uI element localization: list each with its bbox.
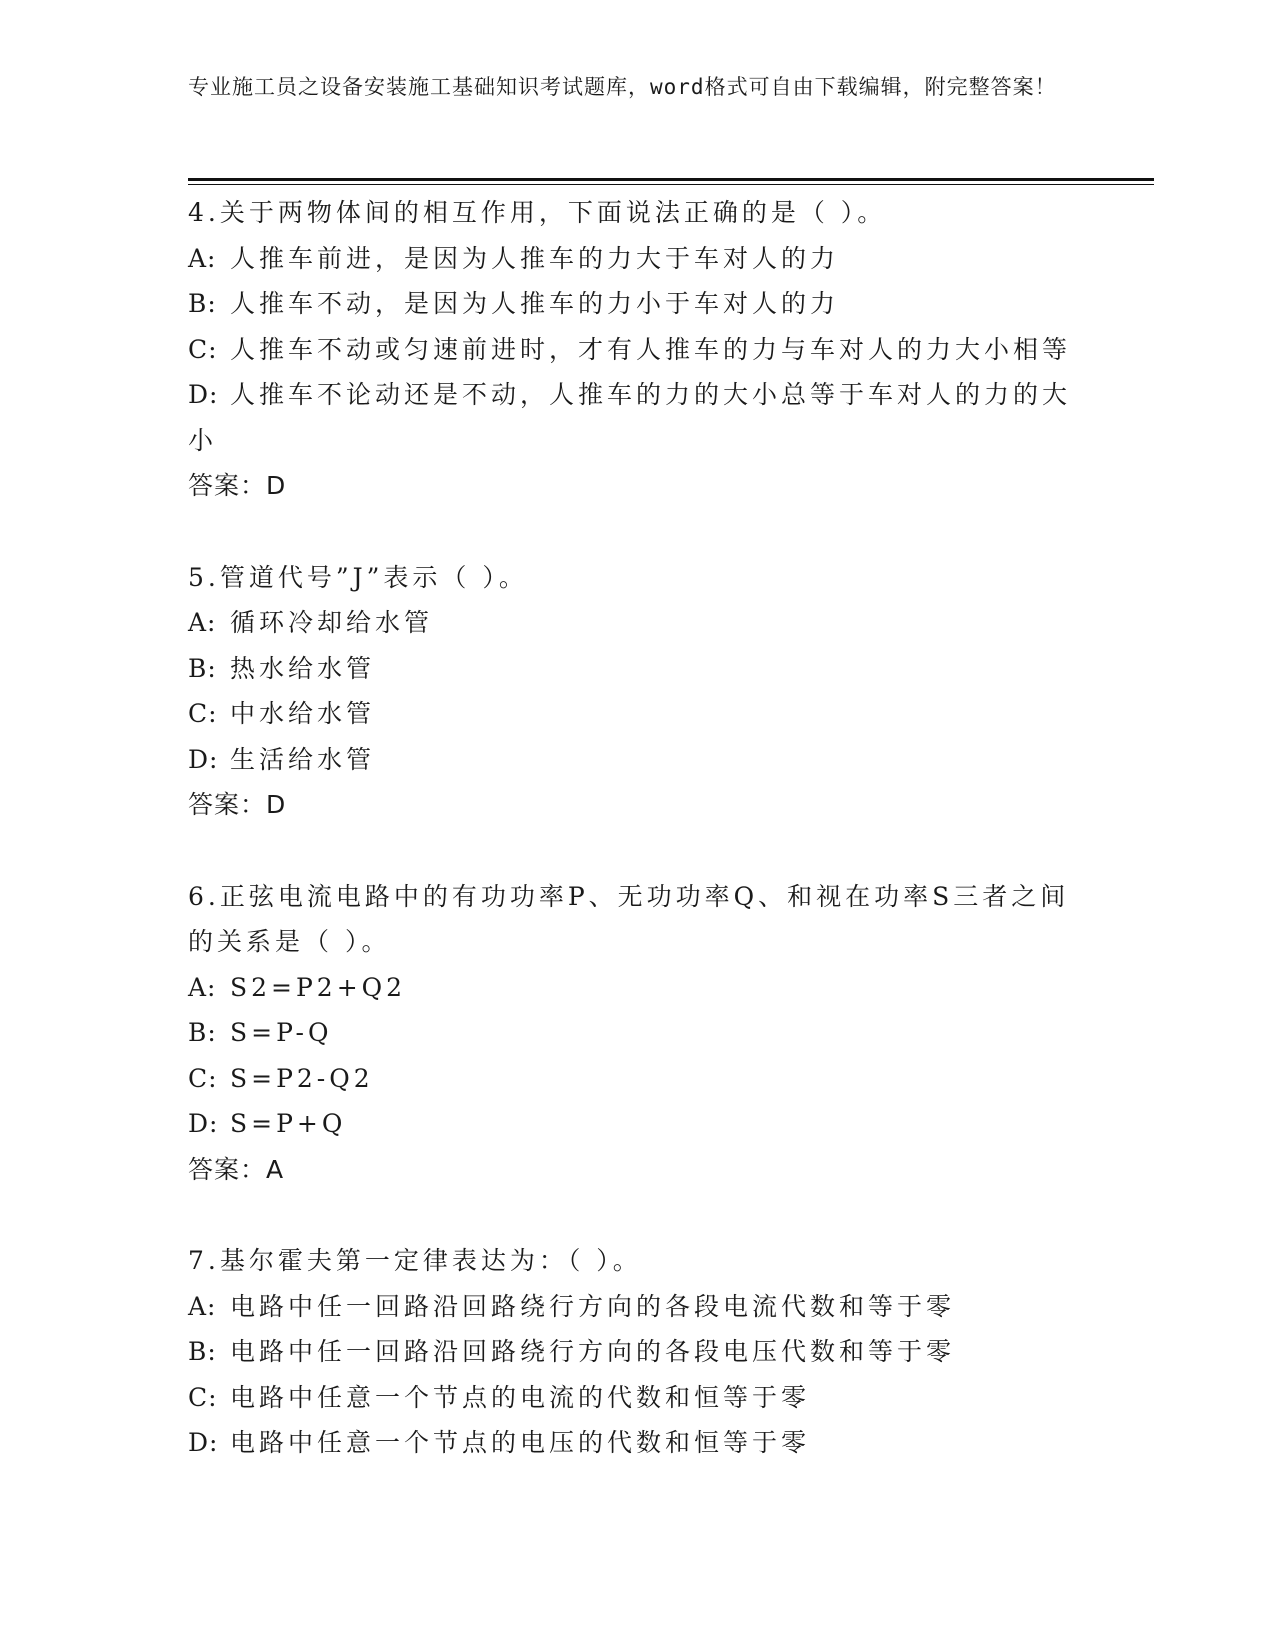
question-spacer <box>188 1192 1088 1238</box>
question-stem: 5.管道代号”J”表示（ ）。 <box>188 562 528 592</box>
option-key: A: <box>188 1291 217 1321</box>
option-d <box>188 1101 1088 1147</box>
option-key: D: <box>188 744 219 774</box>
document-header: 专业施工员之设备安装施工基础知识考试题库，word格式可自由下载编辑，附完整答案！ <box>188 75 1057 99</box>
option-c <box>188 691 1088 737</box>
option-key: B: <box>188 1018 217 1047</box>
option-c <box>188 1375 1088 1421</box>
header-rule-thin <box>188 184 1154 185</box>
option-b <box>188 281 1088 327</box>
option-d <box>188 1420 1088 1466</box>
option-key: C: <box>188 1063 218 1093</box>
option-key: D: <box>188 1428 219 1457</box>
option-key: C: <box>188 699 218 728</box>
option-a <box>188 600 1088 646</box>
option-d <box>188 737 1088 783</box>
option-text: S=P+Q <box>230 1109 347 1138</box>
option-a <box>188 1284 1088 1330</box>
option-b <box>188 1329 1088 1375</box>
option-key: D: <box>188 1109 219 1138</box>
option-text: 热水给水管 <box>230 653 376 683</box>
question-spacer <box>188 828 1088 874</box>
option-text: 人推车不论动还是不动，人推车的力的大小总等于车对人的力的大小 <box>188 380 1072 455</box>
option-text: 电路中任一回路沿回路绕行方向的各段电流代数和等于零 <box>230 1291 956 1321</box>
question-4 <box>188 190 1088 509</box>
option-b <box>188 1010 1088 1056</box>
question-5 <box>188 555 1088 828</box>
option-a <box>188 965 1088 1011</box>
option-a <box>188 236 1088 282</box>
option-text: S=P2-Q2 <box>230 1063 374 1093</box>
question-stem: 7.基尔霍夫第一定律表达为：（ ）。 <box>188 1246 642 1275</box>
option-text: 循环冷却给水管 <box>230 608 434 637</box>
header-rule-thick <box>188 178 1154 181</box>
answer-label: 答案：A <box>188 1154 285 1184</box>
option-text: S=P-Q <box>230 1018 333 1047</box>
option-text: S2=P2+Q2 <box>230 972 407 1002</box>
option-text: 人推车不动，是因为人推车的力小于车对人的力 <box>230 289 840 318</box>
option-key: A: <box>188 608 217 637</box>
option-key: A: <box>188 972 217 1002</box>
option-key: C: <box>188 334 218 364</box>
option-text: 人推车不动或匀速前进时，才有人推车的力与车对人的力大小相等 <box>230 334 1072 364</box>
option-text: 生活给水管 <box>230 744 376 774</box>
option-key: C: <box>188 1382 218 1412</box>
option-text: 电路中任一回路沿回路绕行方向的各段电压代数和等于零 <box>230 1337 956 1366</box>
question-stem: 6.正弦电流电路中的有功功率P、无功功率Q、和视在功率S三者之间的关系是（ ）。 <box>188 881 1070 956</box>
option-text: 人推车前进，是因为人推车的力大于车对人的力 <box>230 243 840 273</box>
option-text: 电路中任意一个节点的电流的代数和恒等于零 <box>230 1382 811 1412</box>
question-list <box>188 190 1088 1466</box>
option-key: D: <box>188 380 219 409</box>
option-c <box>188 327 1088 373</box>
option-text: 中水给水管 <box>230 699 376 728</box>
option-key: A: <box>188 243 217 273</box>
answer-label: 答案：D <box>188 471 287 500</box>
question-6 <box>188 874 1088 1193</box>
option-d <box>188 372 1088 463</box>
option-key: B: <box>188 289 217 318</box>
answer-label: 答案：D <box>188 790 287 819</box>
question-stem: 4.关于两物体间的相互作用，下面说法正确的是（ ）。 <box>188 198 887 227</box>
option-key: B: <box>188 653 217 683</box>
option-b <box>188 646 1088 692</box>
option-c <box>188 1056 1088 1102</box>
option-text: 电路中任意一个节点的电压的代数和恒等于零 <box>230 1428 811 1457</box>
question-spacer <box>188 509 1088 555</box>
question-7 <box>188 1238 1088 1466</box>
option-key: B: <box>188 1337 217 1366</box>
